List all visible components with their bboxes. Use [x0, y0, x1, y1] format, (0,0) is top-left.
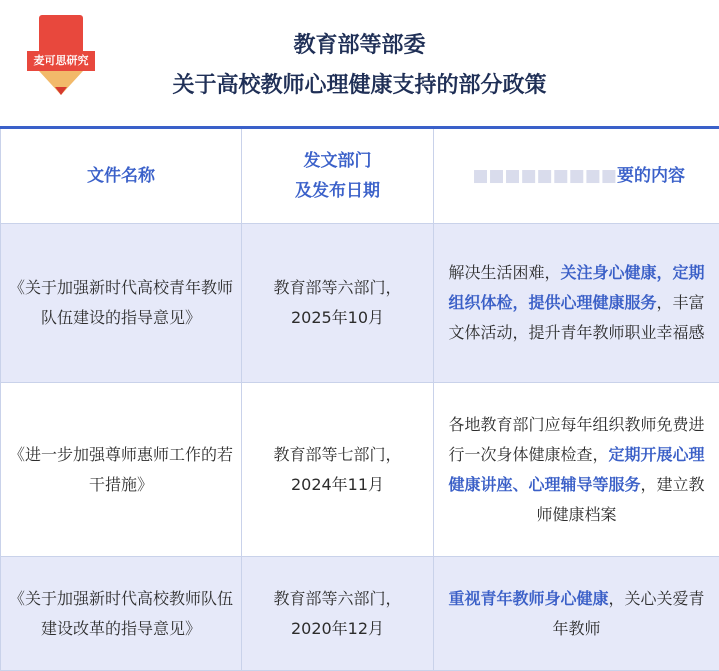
highlighted-text: 定期开展心理健康讲座、心理辅导等服务: [448, 445, 704, 494]
blurred-header-text: ■■■■■■■■■: [472, 166, 617, 186]
cell-date: 2020年12月: [248, 614, 427, 644]
cell-dept-date: [242, 557, 434, 671]
column-header-content-label: 要的内容: [617, 166, 685, 186]
header: [0, 0, 719, 126]
cell-date: 2024年11月: [248, 470, 427, 500]
cell-document-name: 《关于加强新时代高校教师队伍建设改革的指导意见》: [1, 557, 242, 671]
cell-content: [434, 557, 719, 671]
page-title-line2: 关于高校教师心理健康支持的部分政策: [0, 68, 719, 99]
cell-content: [434, 224, 719, 383]
table-row: [1, 224, 719, 383]
highlighted-text: 关注身心健康，定期组织体检，提供心理健康服务: [448, 263, 704, 312]
table-row: [1, 383, 719, 557]
column-header-dept: [242, 128, 434, 224]
column-header-dept-line1: 发文部门: [248, 146, 427, 176]
cell-dept-date: [242, 224, 434, 383]
table-header-row: [1, 128, 719, 224]
cell-content: [434, 383, 719, 557]
cell-document-name: 《关于加强新时代高校青年教师队伍建设的指导意见》: [1, 224, 242, 383]
column-header-dept-line2: 及发布日期: [248, 176, 427, 206]
content-text: ，建立教师健康档案: [536, 475, 704, 524]
content-text: ，关心关爱青年教师: [552, 589, 704, 638]
cell-date: 2025年10月: [248, 303, 427, 333]
column-header-name: 文件名称: [1, 128, 242, 224]
cell-dept: 教育部等七部门，: [248, 440, 427, 470]
table-row: [1, 557, 719, 671]
cell-document-name: 《进一步加强尊师惠师工作的若干措施》: [1, 383, 242, 557]
cell-dept-date: [242, 383, 434, 557]
content-text: 各地教育部门应每年组织教师免费进行一次身体健康检查，: [448, 415, 704, 464]
column-header-content: [434, 128, 719, 224]
page-title-line1: 教育部等部委: [0, 28, 719, 59]
content-text: 解决生活困难，: [448, 263, 560, 282]
highlighted-text: 重视青年教师身心健康: [448, 589, 608, 608]
logo-text: 麦可思研究: [27, 51, 95, 71]
cell-dept: 教育部等六部门，: [248, 584, 427, 614]
content-text: ，丰富文体活动，提升青年教师职业幸福感: [448, 293, 704, 342]
cell-dept: 教育部等六部门，: [248, 273, 427, 303]
policy-table: [0, 126, 719, 671]
